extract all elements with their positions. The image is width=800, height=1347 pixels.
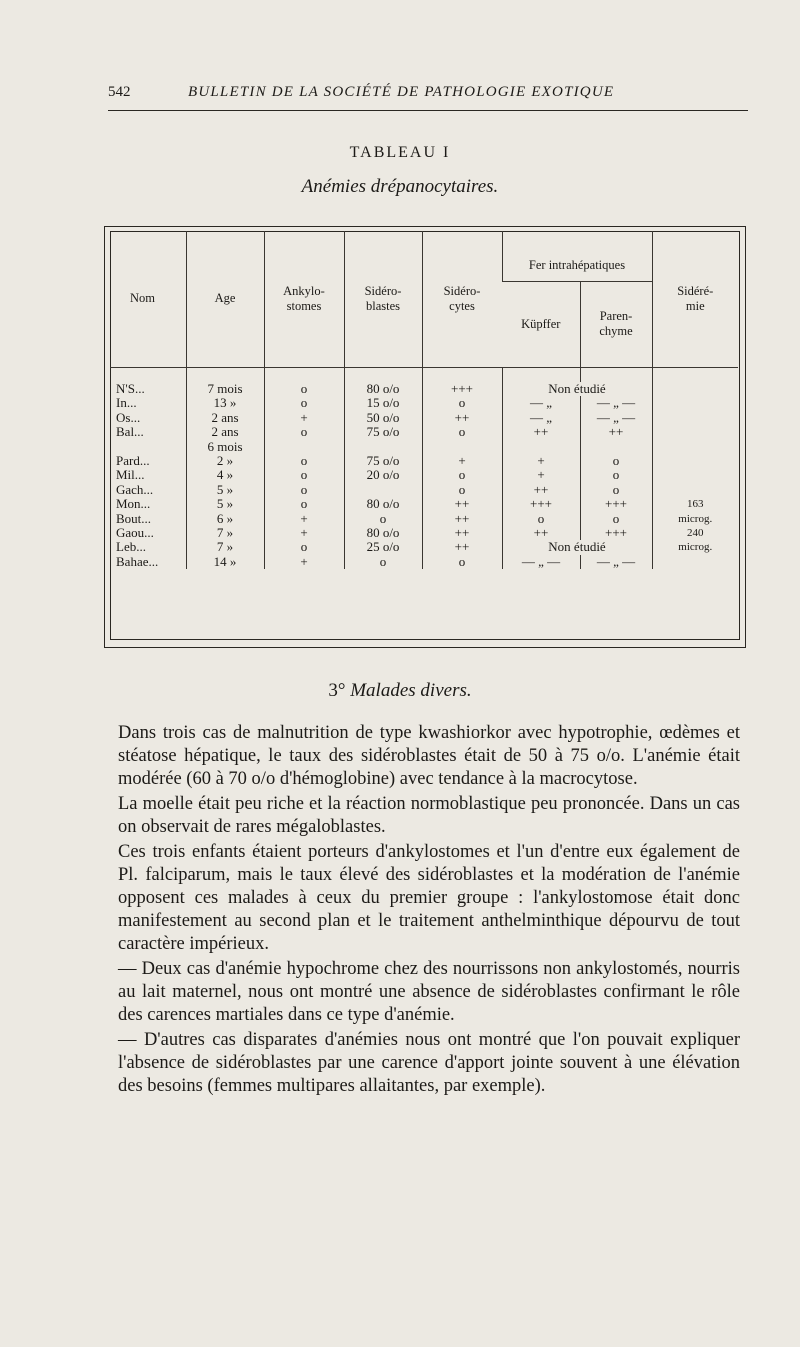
col-header-age: Age (186, 231, 264, 367)
table-row: N'S... 7 mois o 80 o/o +++ Non étudié (110, 382, 738, 396)
paragraph: — Deux cas d'anémie hypochrome chez des nourrissons non ankylostomés, nourris au lait maternel, nous ont montré une absence de sidéroblastes confirmant le rôle des carences martiales dans ce type d'anémie. (118, 959, 740, 1025)
table-row: Gach... 5 » o o ++ o (110, 483, 738, 497)
col-header-parenchyme: Paren- chyme (580, 281, 652, 367)
col-header-sideroblastes: Sidéro- blastes (344, 231, 422, 367)
col-header-siderocytes: Sidéro- cytes (422, 231, 502, 367)
table-row: Gaou... 7 » + 80 o/o ++ ++ +++ 240 microg. (110, 526, 738, 540)
paragraph: La moelle était peu riche et la réaction normoblastique peu prononcée. Dans un cas on observait de rares mégaloblastes. (118, 794, 740, 837)
paragraph: Ces trois enfants étaient porteurs d'ankylostomes et l'un d'entre eux également de Pl. falciparum, mais le taux élevé des sidéroblastes et la modération de l'anémie opposent ces malades à ceux du premier groupe : l'ankylostomose était donc manifestement au second plan et le traitement anthelminthique dépourvu de tout caractère impérieux. (118, 842, 740, 954)
section-number: 3° (328, 680, 346, 701)
col-header-fer: Fer intrahépatiques (502, 231, 652, 281)
table-row: Mil... 4 » o 20 o/o o + o (110, 468, 738, 482)
table-row: In... 13 » o 15 o/o o — „ — „ — (110, 396, 738, 410)
section-heading (0, 680, 800, 702)
table-row: Bahae... 14 » + o o — „ — — „ — (110, 555, 738, 569)
col-header-kupffer: Küpffer (502, 281, 580, 367)
table-row: Os... 2 ans + 50 o/o ++ — „ — „ — (110, 411, 738, 425)
body-text (118, 722, 740, 1098)
anemia-table (110, 231, 738, 569)
page-header (108, 84, 748, 110)
section-title: Malades divers. (350, 680, 472, 701)
table-label: TABLEAU I (349, 144, 451, 161)
table-row: Leb... 7 » o 25 o/o ++ Non étudié (110, 540, 738, 554)
paragraph: Dans trois cas de malnutrition de type kwashiorkor avec hypotrophie, œdèmes et stéatose hépatique, le taux des sidéroblastes était de 50 à 75 o/o. L'anémie était modérée (60 à 70 o/o d'hémoglobine) avec tendance à la macrocytose. (118, 723, 740, 789)
table-caption: Anémies drépanocytaires. (301, 176, 499, 197)
running-title: BULLETIN DE LA SOCIÉTÉ DE PATHOLOGIE EXOTIQUE (188, 84, 615, 100)
paragraph: — D'autres cas disparates d'anémies nous ont montré que l'on pouvait expliquer l'absence de sidéroblastes par une carence d'apport jointe souvent à une élévation des besoins (femmes multipares allaitantes, par exemple). (118, 1030, 740, 1096)
col-header-nom: Nom (110, 231, 186, 367)
page-number: 542 (108, 84, 131, 100)
table-row: Mon... 5 » o 80 o/o ++ +++ +++ 163 microg. (110, 497, 738, 511)
table-row: Bout... 6 » + o ++ o o (110, 512, 738, 526)
header-rule (108, 110, 748, 111)
table-row: 6 mois (110, 440, 738, 454)
table-row: Pard... 2 » o 75 o/o + + o (110, 454, 738, 468)
col-header-ankylostomes: Ankylo- stomes (264, 231, 344, 367)
table-row: Bal... 2 ans o 75 o/o o ++ ++ (110, 425, 738, 439)
col-header-sideremie: Sidéré- mie (652, 231, 738, 367)
